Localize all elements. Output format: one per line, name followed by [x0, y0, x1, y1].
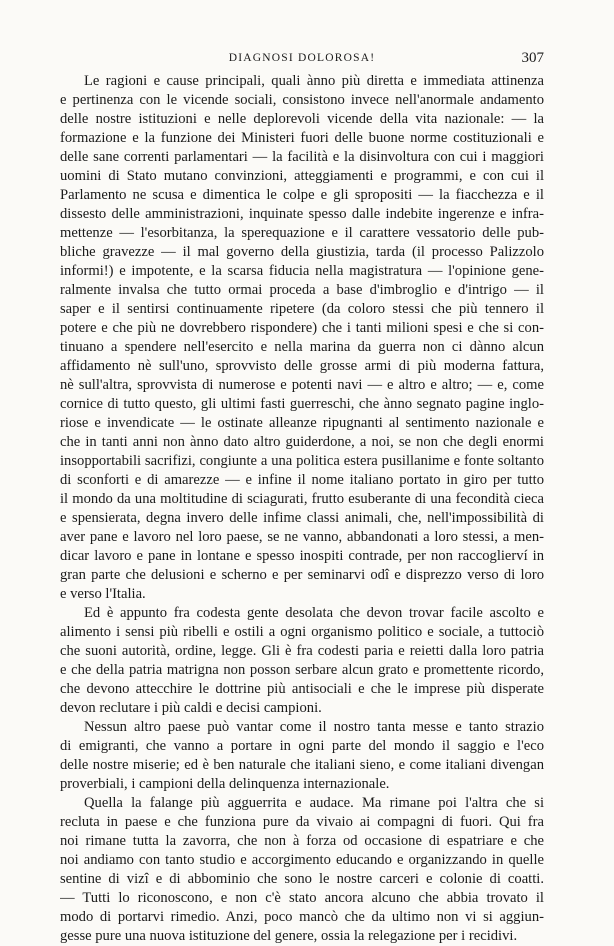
text-line: mettenze — l'esorbitanza, la sperequazione e il carattere vessatorio delle pub-	[60, 225, 544, 241]
running-head: DIAGNOSI DOLOROSA!	[228, 52, 376, 64]
text-line: bliche gravezze — il mal governo della giustizia, tarda (il processo Palizzolo	[60, 244, 544, 260]
text-line: e pertinenza con le vicende sociali, consistono invece nell'anormale andamento	[60, 92, 544, 108]
paragraph	[60, 794, 544, 946]
text-line: dissesto delle amministrazioni, inquinate spesso dalle indebite ingerenze e infra-	[60, 206, 544, 222]
text-line: potere e che più ne dovrebbero rispondere) che i tanti milioni spesi e che si con-	[60, 320, 544, 336]
text-line: delle nostre miserie; ed è ben naturale che italiani sieno, e come italiani divengan	[60, 757, 544, 773]
text-line: recluta in paese e che funziona pure da vivaio ai compagni di fuori. Qui fra	[60, 814, 544, 830]
text-line: formazione e la funzione dei Ministeri fuori delle buone norme costituzionali e	[60, 130, 544, 146]
page-number: 307	[521, 50, 544, 66]
text-line: alimento i sensi più ribelli e ostili a ogni organismo politico e sociale, a tuttociò	[60, 624, 544, 640]
text-line: ralmente invalsa che tutto ormai proceda a base d'imbroglio e d'intrigo — il	[60, 282, 544, 298]
text-line: noi rimane tutta la zavorra, che non à forza od occasione di espatriare e che	[60, 833, 544, 849]
text-line: nè sull'altra, sprovvista di numerose e potenti navi — e altro e altro; — e, come	[60, 377, 544, 393]
text-line: devon reclutare i più caldi e decisi campioni.	[60, 700, 322, 716]
text-line: affidamento nè sull'uno, sprovvisto delle grosse armi di più moderna fattura,	[60, 358, 544, 374]
text-line: tinuano a spendere nell'esercito e nella marina da guerra non ci dànno alcun	[60, 339, 544, 355]
body-text	[60, 72, 544, 946]
text-line: proverbiali, i campioni della delinquenza internazionale.	[60, 776, 390, 792]
text-line: uomini di Stato mutano convinzioni, atteggiamenti e programmi, e con cui il	[60, 168, 544, 184]
text-line: che devono attecchire le dottrine più antisociali e che le imprese più disperate	[60, 681, 544, 697]
paragraph	[60, 718, 544, 794]
text-line: Nessun altro paese può vantar come il nostro tanta messe e tanto strazio	[84, 719, 544, 735]
text-line: il mondo da una moltitudine di sciagurati, frutto esuberante di una fecondità cieca	[60, 491, 544, 507]
text-line: di emigranti, che vanno a portare in ogni parte del mondo il saggio e l'eco	[60, 738, 544, 754]
text-line: modo di portarvi rimedio. Anzi, poco mancò che da ultimo non vi si aggiun-	[60, 909, 544, 925]
text-line: riose e invendicate — le ostinate alleanze ripugnanti al sentimento nazionale e	[60, 415, 544, 431]
text-line: aver pane e lavoro nel loro paese, se ne vanno, abbandonati a loro stessi, a men-	[60, 529, 544, 545]
text-line: — Tutti lo riconoscono, e non c'è stato ancora alcuno che abbia trovato il	[60, 890, 544, 906]
text-line: informi!) e impotente, e la scarsa fiducia nella magistratura — l'opinione gene-	[60, 263, 544, 279]
text-line: gran parte che delusioni e scherno e per seminarvi odî e disprezzo verso di loro	[60, 567, 544, 583]
text-line: sentine di vizî e di abbominio che sono le nostre carceri e colonie di coatti.	[60, 871, 544, 887]
text-line: che suoni autorità, ordine, legge. Gli è fra codesti paria e reietti dalla loro patria	[60, 643, 544, 659]
text-line: Ed è appunto fra codesta gente desolata che devon trovar facile ascolto e	[84, 605, 544, 621]
text-line: Le ragioni e cause principali, quali ànno più diretta e immediata attinenza	[84, 73, 544, 89]
text-line: Parlamento ne scusa e dimentica le colpe e gli spropositi — la fiacchezza e il	[60, 187, 544, 203]
text-line: cornice di tutto questo, gli ultimi fasti guerreschi, che ànno segnato pagine inglo-	[60, 396, 544, 412]
paragraph	[60, 604, 544, 718]
paragraph	[60, 72, 544, 604]
text-line: che in tanti anni non ànno dato altro guiderdone, a noi, se non che degli enormi	[60, 434, 544, 450]
page-header	[60, 50, 544, 70]
text-line: Quella la falange più agguerrita e audace. Ma rimane poi l'altra che si	[84, 795, 544, 811]
text-line: delle nostre istituzioni e nelle deplorevoli vicende della vita nazionale: — la	[60, 111, 544, 127]
text-line: gesse pure una nuova istituzione del genere, ossia la relegazione per i recidivi.	[60, 928, 518, 944]
text-line: dicar lavoro e pane in lontane e spesso inospiti contrade, per non raccoglierví in	[60, 548, 544, 564]
text-line: delle sane correnti parlamentari — la facilità e la disinvoltura con cui i maggiori	[60, 149, 544, 165]
text-line: di sconforti e di amarezze — e infine il nome italiano portato in giro per tutto	[60, 472, 544, 488]
text-line: noi andiamo con tanto studio e accorgimento educando e organizzando in quelle	[60, 852, 544, 868]
text-line: e verso l'Italia.	[60, 586, 146, 602]
text-line: e spensierata, degna invero delle infime classi animali, che, nell'impossibilità di	[60, 510, 544, 526]
text-line: e che della patria matrigna non posson serbare alcun grato e promettente ricordo,	[60, 662, 544, 678]
text-line: insopportabili sacrifizi, congiunte a una politica estera pusillanime e fonte soltanto	[60, 453, 544, 469]
text-line: saper e il sentirsi continuamente ripetere (da coloro stessi che più tennero il	[60, 301, 544, 317]
